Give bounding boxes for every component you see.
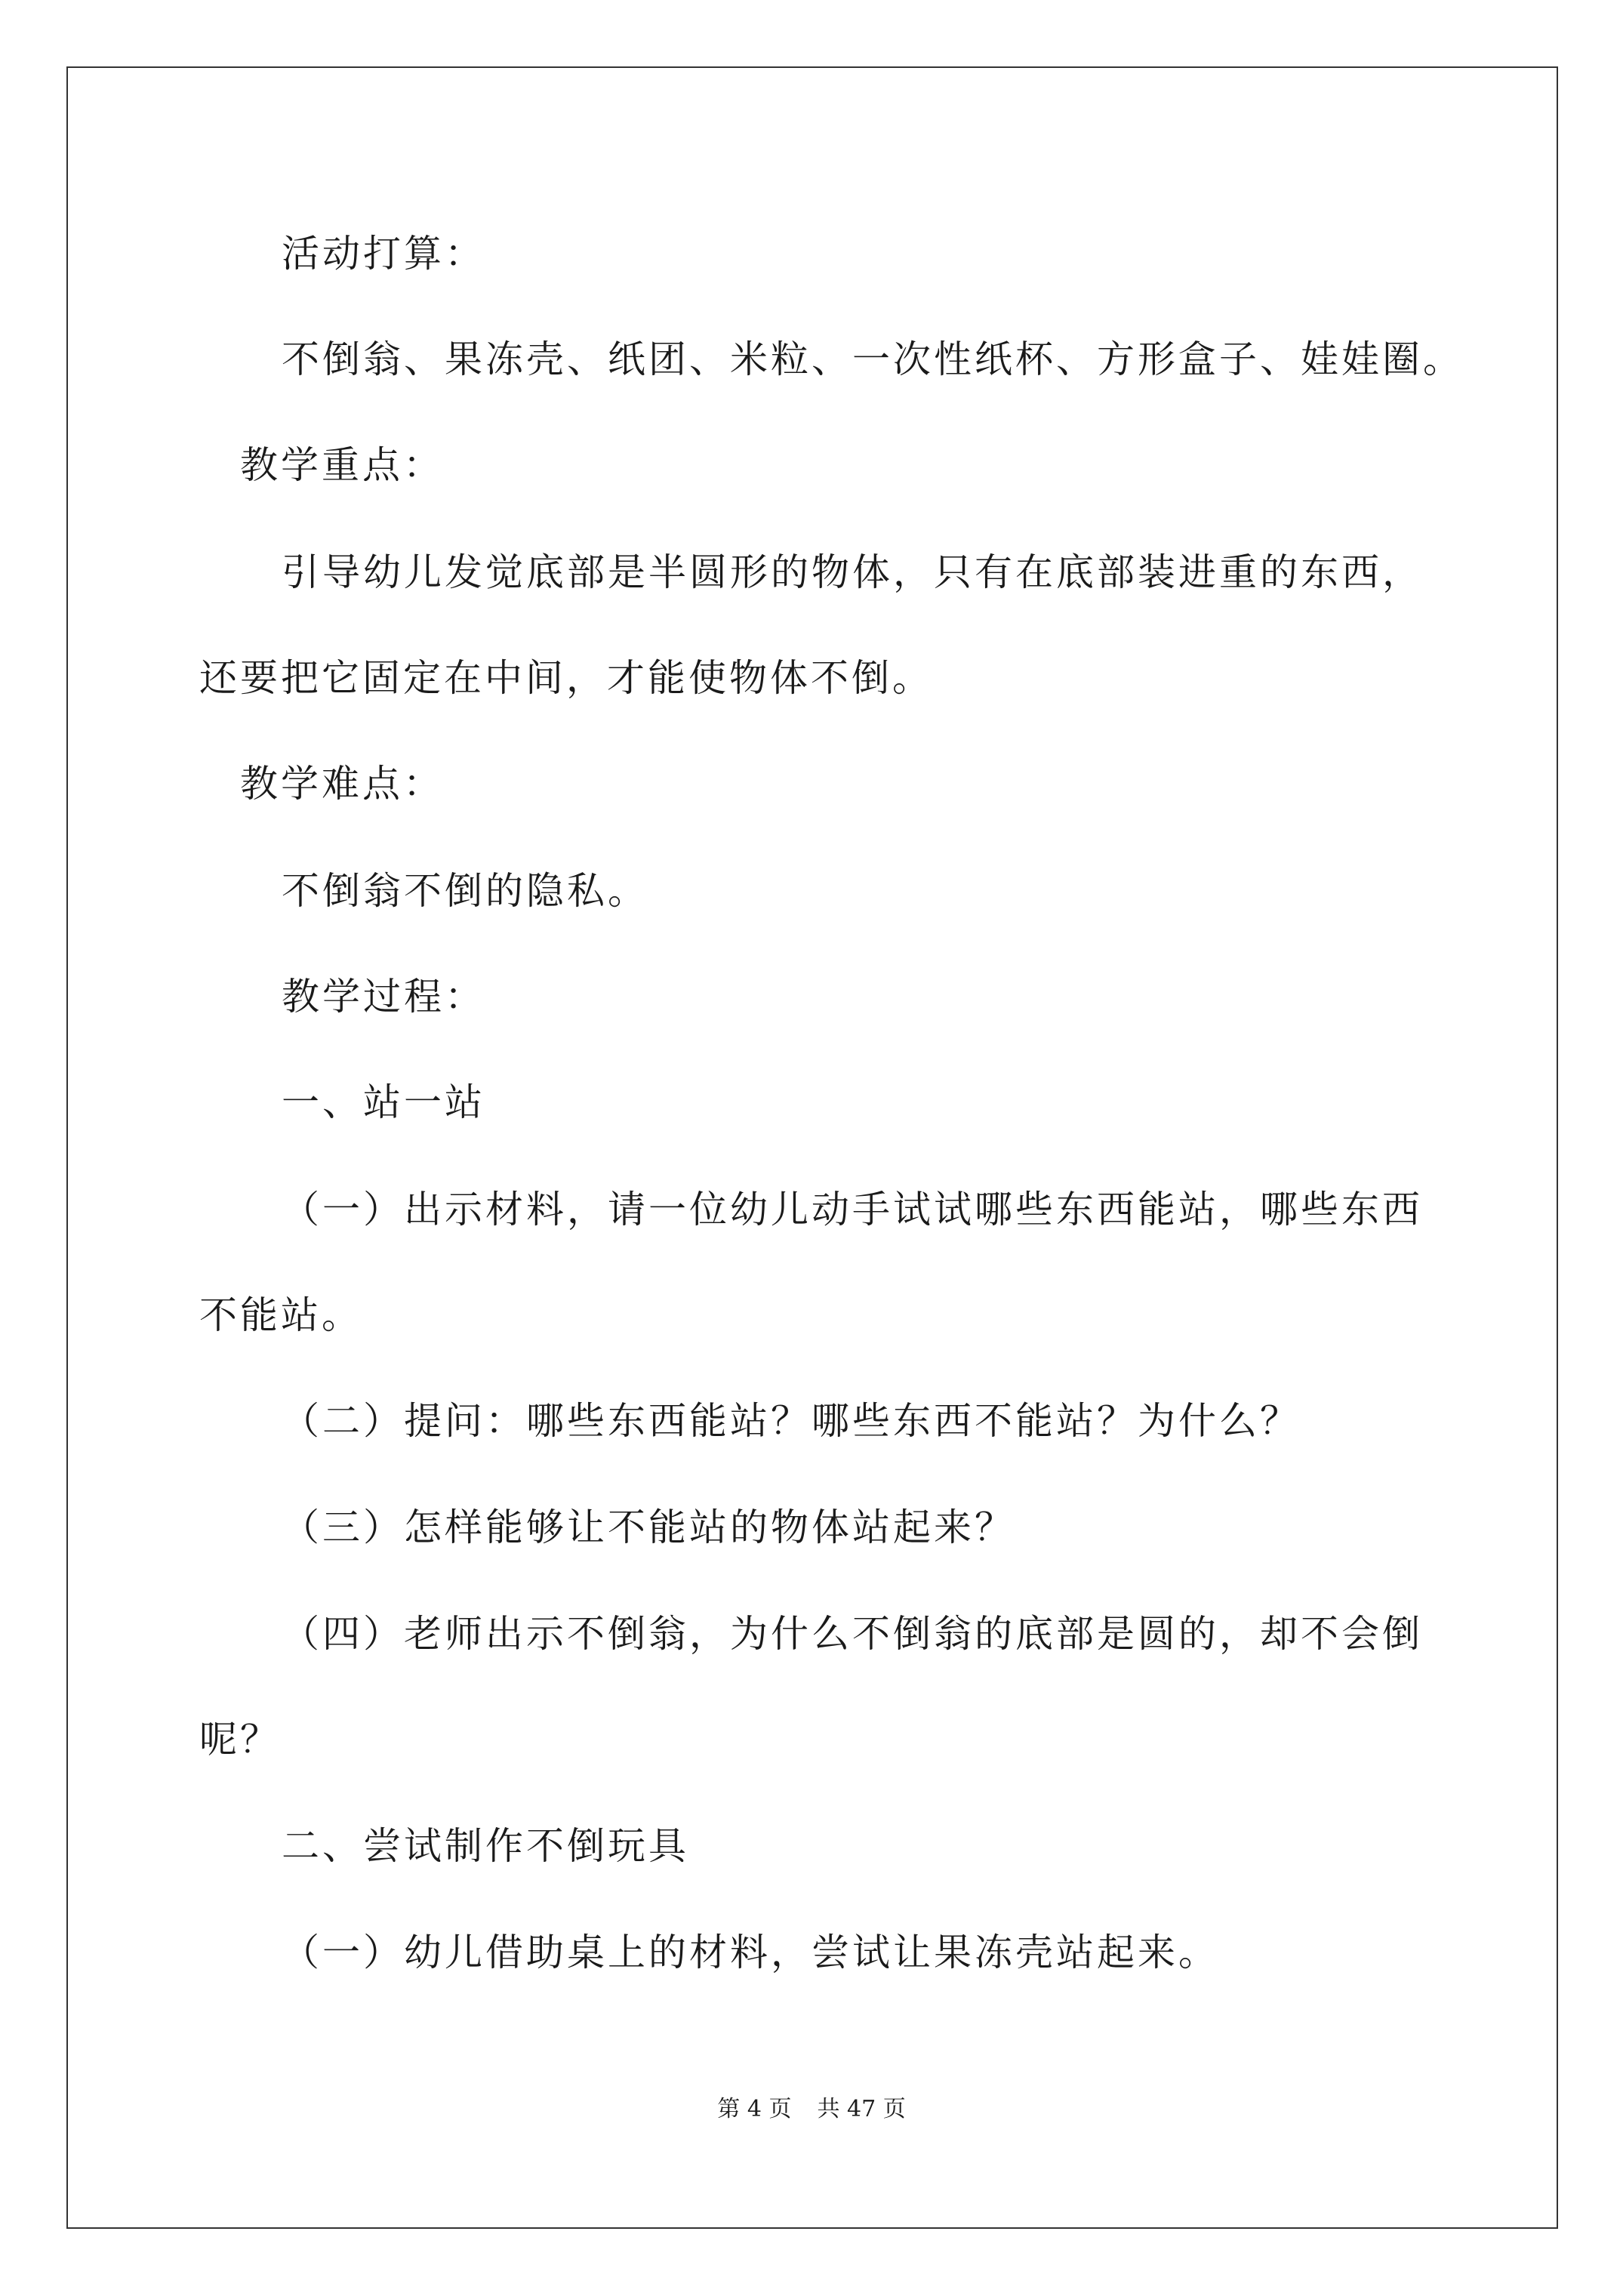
text-line-11: 不能站。 (199, 1293, 362, 1337)
text-line-14: （四）老师出示不倒翁，为什么不倒翁的底部是圆的，却不会倒 (282, 1612, 1423, 1656)
text-line-1: 活动打算： (282, 232, 485, 276)
text-line-9: 一、站一站 (282, 1080, 485, 1124)
text-line-5: 还要把它固定在中间，才能使物体不倒。 (199, 656, 933, 700)
text-line-13: （三）怎样能够让不能站的物体站起来？ (282, 1505, 1015, 1549)
page-footer (0, 2094, 1623, 2125)
text-line-8: 教学过程： (282, 975, 485, 1019)
page-number: 第 4 页 (717, 2096, 792, 2122)
total-pages: 共 47 页 (817, 2096, 906, 2122)
text-line-10: （一）出示材料，请一位幼儿动手试试哪些东西能站，哪些东西 (282, 1188, 1423, 1231)
text-line-2: 不倒翁、果冻壳、纸团、米粒、一次性纸杯、方形盒子、娃娃圈。 (282, 337, 1464, 381)
page-border (66, 66, 1558, 2229)
text-line-16: 二、尝试制作不倒玩具 (282, 1824, 689, 1868)
text-line-6: 教学难点： (240, 762, 444, 806)
text-line-15: 呢？ (199, 1718, 281, 1761)
text-line-3: 教学重点： (240, 443, 444, 487)
text-line-4: 引导幼儿发觉底部是半圆形的物体，只有在底部装进重的东西， (282, 550, 1423, 594)
text-line-17: （一）幼儿借助桌上的材料，尝试让果冻壳站起来。 (282, 1931, 1219, 1974)
text-line-12: （二）提问：哪些东西能站？哪些东西不能站？为什么？ (282, 1399, 1301, 1443)
text-line-7: 不倒翁不倒的隐私。 (282, 869, 648, 913)
